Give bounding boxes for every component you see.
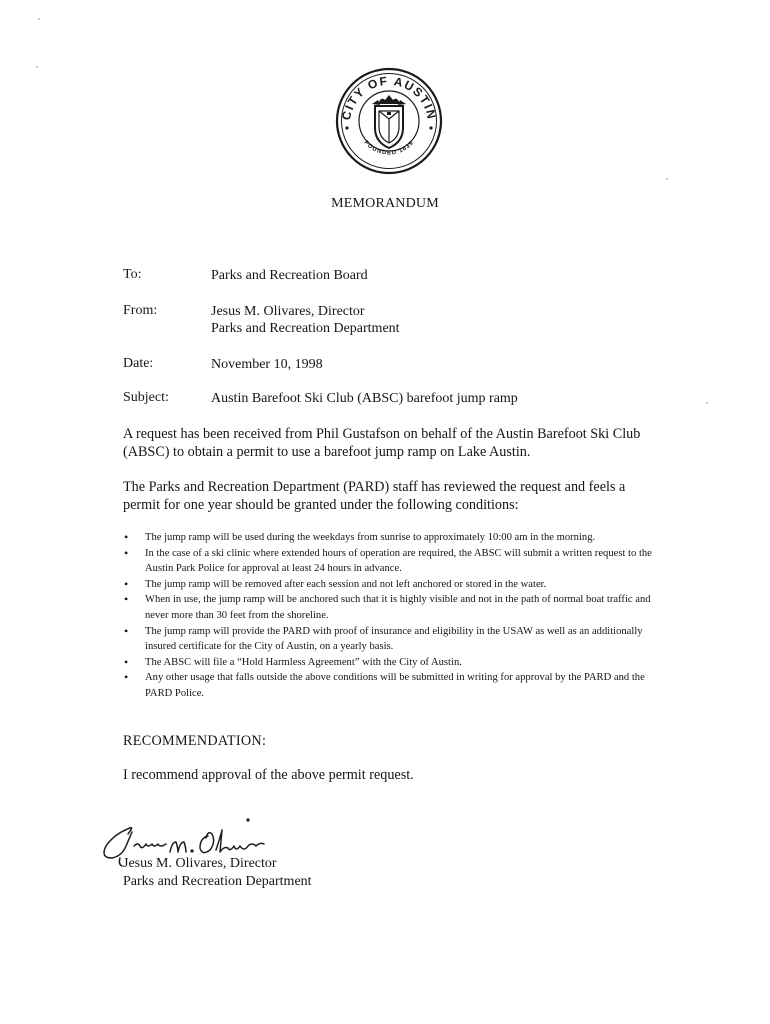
- condition-item: • Any other usage that falls outside the above conditions will be submitted in writing for approval by the PARD and the PARD Police.: [123, 670, 658, 701]
- recommendation-text: I recommend approval of the above permit request.: [123, 767, 414, 783]
- memo-title: MEMORANDUM: [331, 196, 439, 211]
- subject-value: Austin Barefoot Ski Club (ABSC) barefoot jump ramp: [211, 391, 518, 406]
- seal-bottom-text: FOUNDED 1839: [362, 139, 416, 157]
- scan-speck: [666, 178, 668, 180]
- condition-item: • The jump ramp will provide the PARD with proof of insurance and eligibility in the USAW as well as an additionally insured certificate for the City of Austin, on a yearly basis.: [123, 624, 658, 655]
- signature-department: Parks and Recreation Department: [123, 874, 312, 889]
- body-paragraph-2: The Parks and Recreation Department (PARD) staff has reviewed the request and feels a permit for one year should be granted under the following conditions:: [123, 479, 626, 513]
- from-label: From:: [123, 303, 158, 318]
- conditions-list: [123, 530, 658, 702]
- from-line-1: Jesus M. Olivares, Director: [211, 304, 365, 319]
- subject-label: Subject:: [123, 390, 169, 405]
- city-seal: [334, 66, 444, 176]
- to-label: To:: [123, 267, 142, 282]
- signature-name: Jesus M. Olivares, Director: [123, 856, 277, 871]
- scan-speck: [38, 18, 40, 20]
- recommendation-heading: RECOMMENDATION:: [123, 733, 267, 749]
- to-value: Parks and Recreation Board: [211, 268, 368, 283]
- from-value: [211, 303, 400, 337]
- scan-speck: [36, 66, 38, 68]
- scan-speck: [706, 402, 708, 404]
- date-label: Date:: [123, 356, 154, 371]
- body-paragraph-1: A request has been received from Phil Gustafson on behalf of the Austin Barefoot Ski Club (ABSC) to obtain a permit to use a barefoot jump ramp on Lake Austin.: [123, 426, 641, 460]
- condition-item: • The jump ramp will be removed after each session and not left anchored or stored in the water.: [123, 577, 658, 593]
- seal-top-text: CITY OF AUSTIN: [339, 73, 439, 122]
- condition-item: • The jump ramp will be used during the weekdays from sunrise to approximately 10:00 am in the morning.: [123, 530, 658, 546]
- date-value: November 10, 1998: [211, 357, 323, 372]
- condition-item: • In the case of a ski clinic where extended hours of operation are required, the ABSC will submit a written request to the Austin Park Police for approval at least 24 hours in advance.: [123, 546, 658, 577]
- condition-item: • The ABSC will file a “Hold Harmless Agreement” with the City of Austin.: [123, 655, 658, 671]
- from-line-2: Parks and Recreation Department: [211, 321, 400, 336]
- condition-item: • When in use, the jump ramp will be anchored such that it is highly visible and not in the path of normal boat traffic and never more than 30 feet from the shoreline.: [123, 592, 658, 623]
